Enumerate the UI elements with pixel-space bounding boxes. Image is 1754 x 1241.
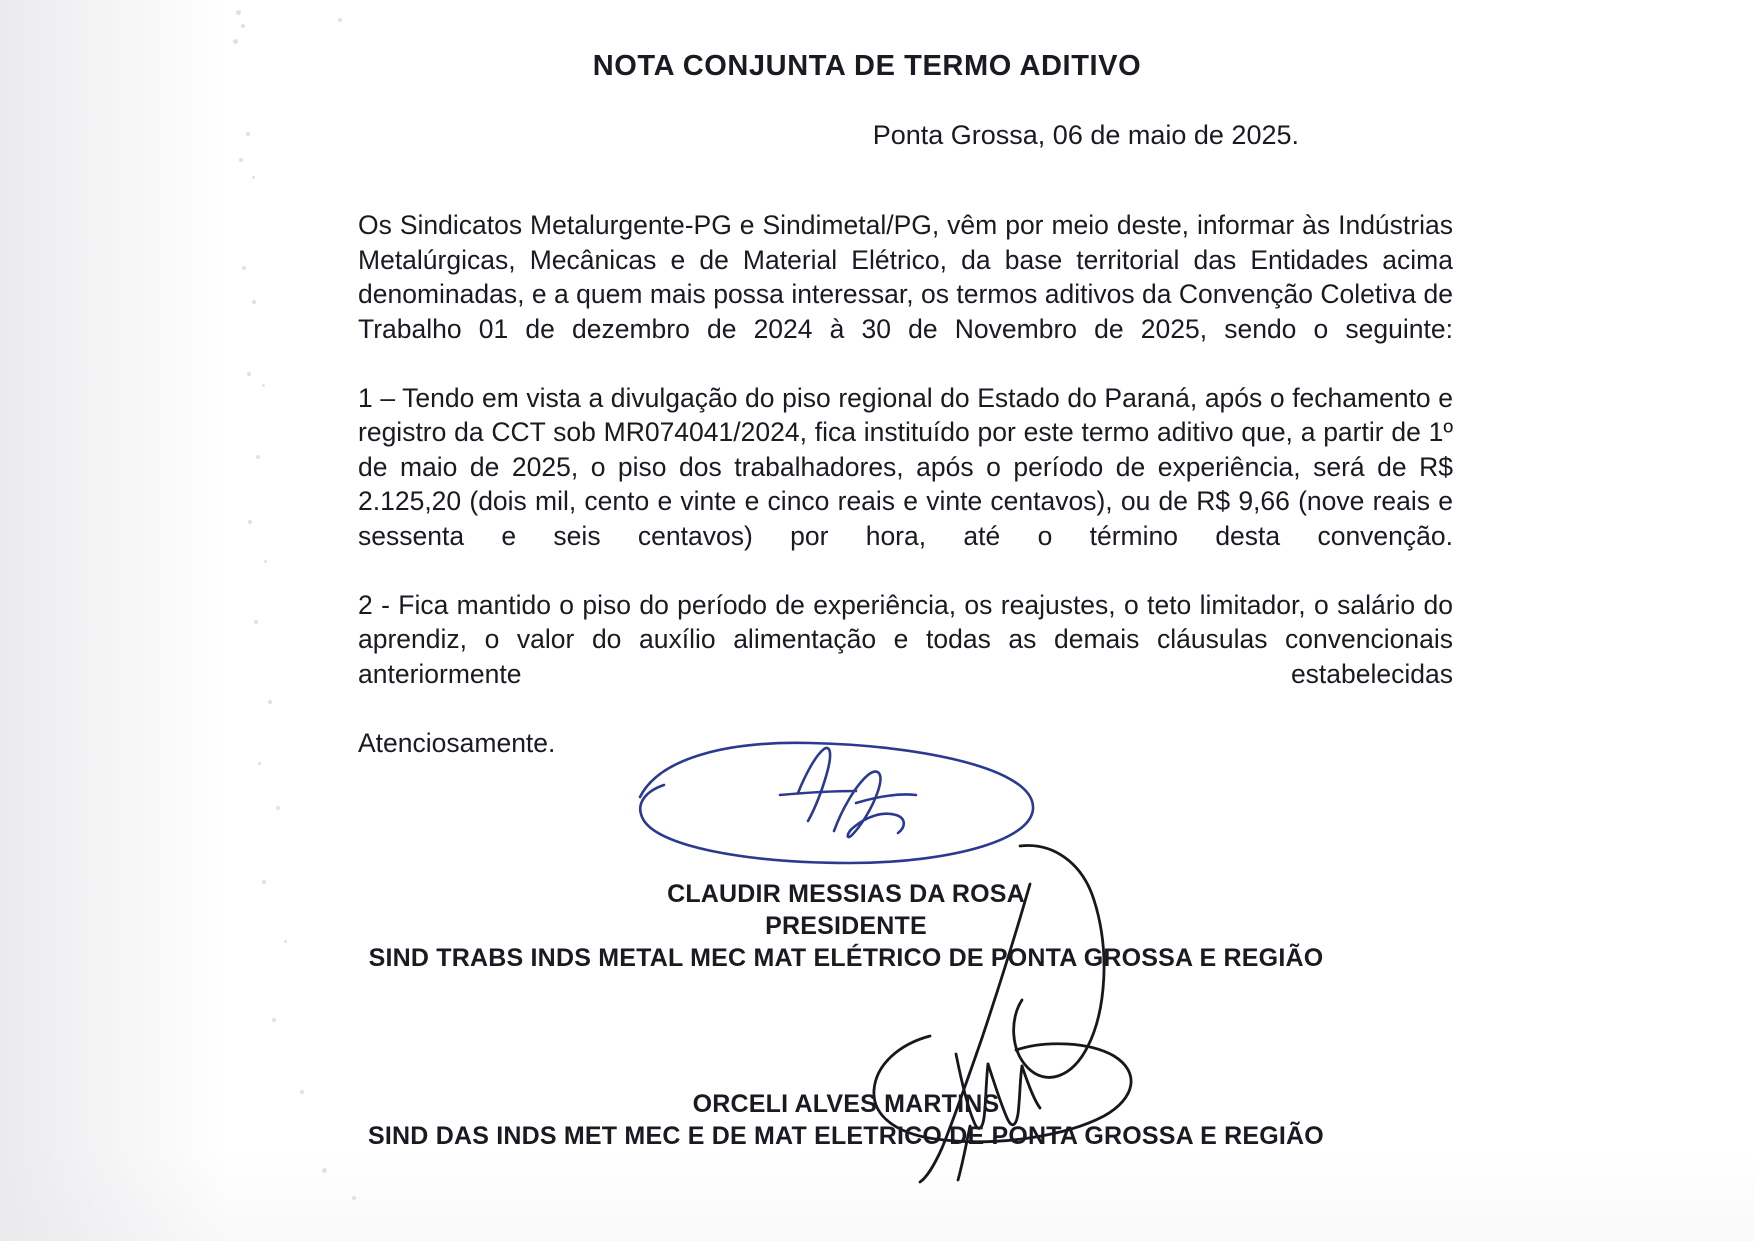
signatory-organization: SIND TRABS INDS METAL MEC MAT ELÉTRICO DE PONTA GROSSA E REGIÃO [368, 944, 1324, 972]
signature-block-orceli [0, 1088, 1723, 1152]
paragraph-closing: Atenciosamente. [358, 727, 556, 758]
paragraph-clause-2: 2 - Fica mantido o piso do período de experiência, os reajustes, o teto limitador, o salário do aprendiz, o valor do auxílio alimentação e todas as demais cláusulas convencionais anteriormente estabelecidas [358, 589, 1453, 689]
signatory-name: ORCELI ALVES MARTINS [692, 1090, 1000, 1118]
page-title: NOTA CONJUNTA DE TERMO ADITIVO [592, 50, 1142, 82]
letter-text [358, 208, 1453, 760]
paragraph-intro: Os Sindicatos Metalurgente-PG e Sindimetal/PG, vêm por meio deste, informar às Indústrias Metalúrgicas, Mecânicas e de Material Elétrico, da base territorial das Entidades acima denominadas, e a quem mais possa interessar, os termos aditivos da Convenção Coletiva de Trabalho 01 de dezembro de 2024 à 30 de Novembro de 2025, sendo o seguinte: [358, 210, 1453, 344]
signatory-organization: SIND DAS INDS MET MEC E DE MAT ELETRICO DE PONTA GROSSA E REGIÃO [368, 1122, 1324, 1150]
signatory-name: CLAUDIR MESSIAS DA ROSA [667, 880, 1025, 908]
signatory-role: PRESIDENTE [765, 912, 927, 940]
dateline: Ponta Grossa, 06 de maio de 2025. [872, 120, 1299, 150]
paragraph-clause-1: 1 – Tendo em vista a divulgação do piso regional do Estado do Paraná, após o fechamento e registro da CCT sob MR074041/2024, fica instituído por este termo aditivo que, a partir de 1º de maio de 2025, o piso dos trabalhadores, após o período de experiência, será de R$ 2.125,20 (dois mil, cento e vinte e cinco reais e vinte centavos), ou de R$ 9,66 (nove reais e sessenta e seis centavos) por hora, até o término desta convenção. [358, 382, 1453, 551]
signature-block-claudir [0, 878, 1723, 974]
